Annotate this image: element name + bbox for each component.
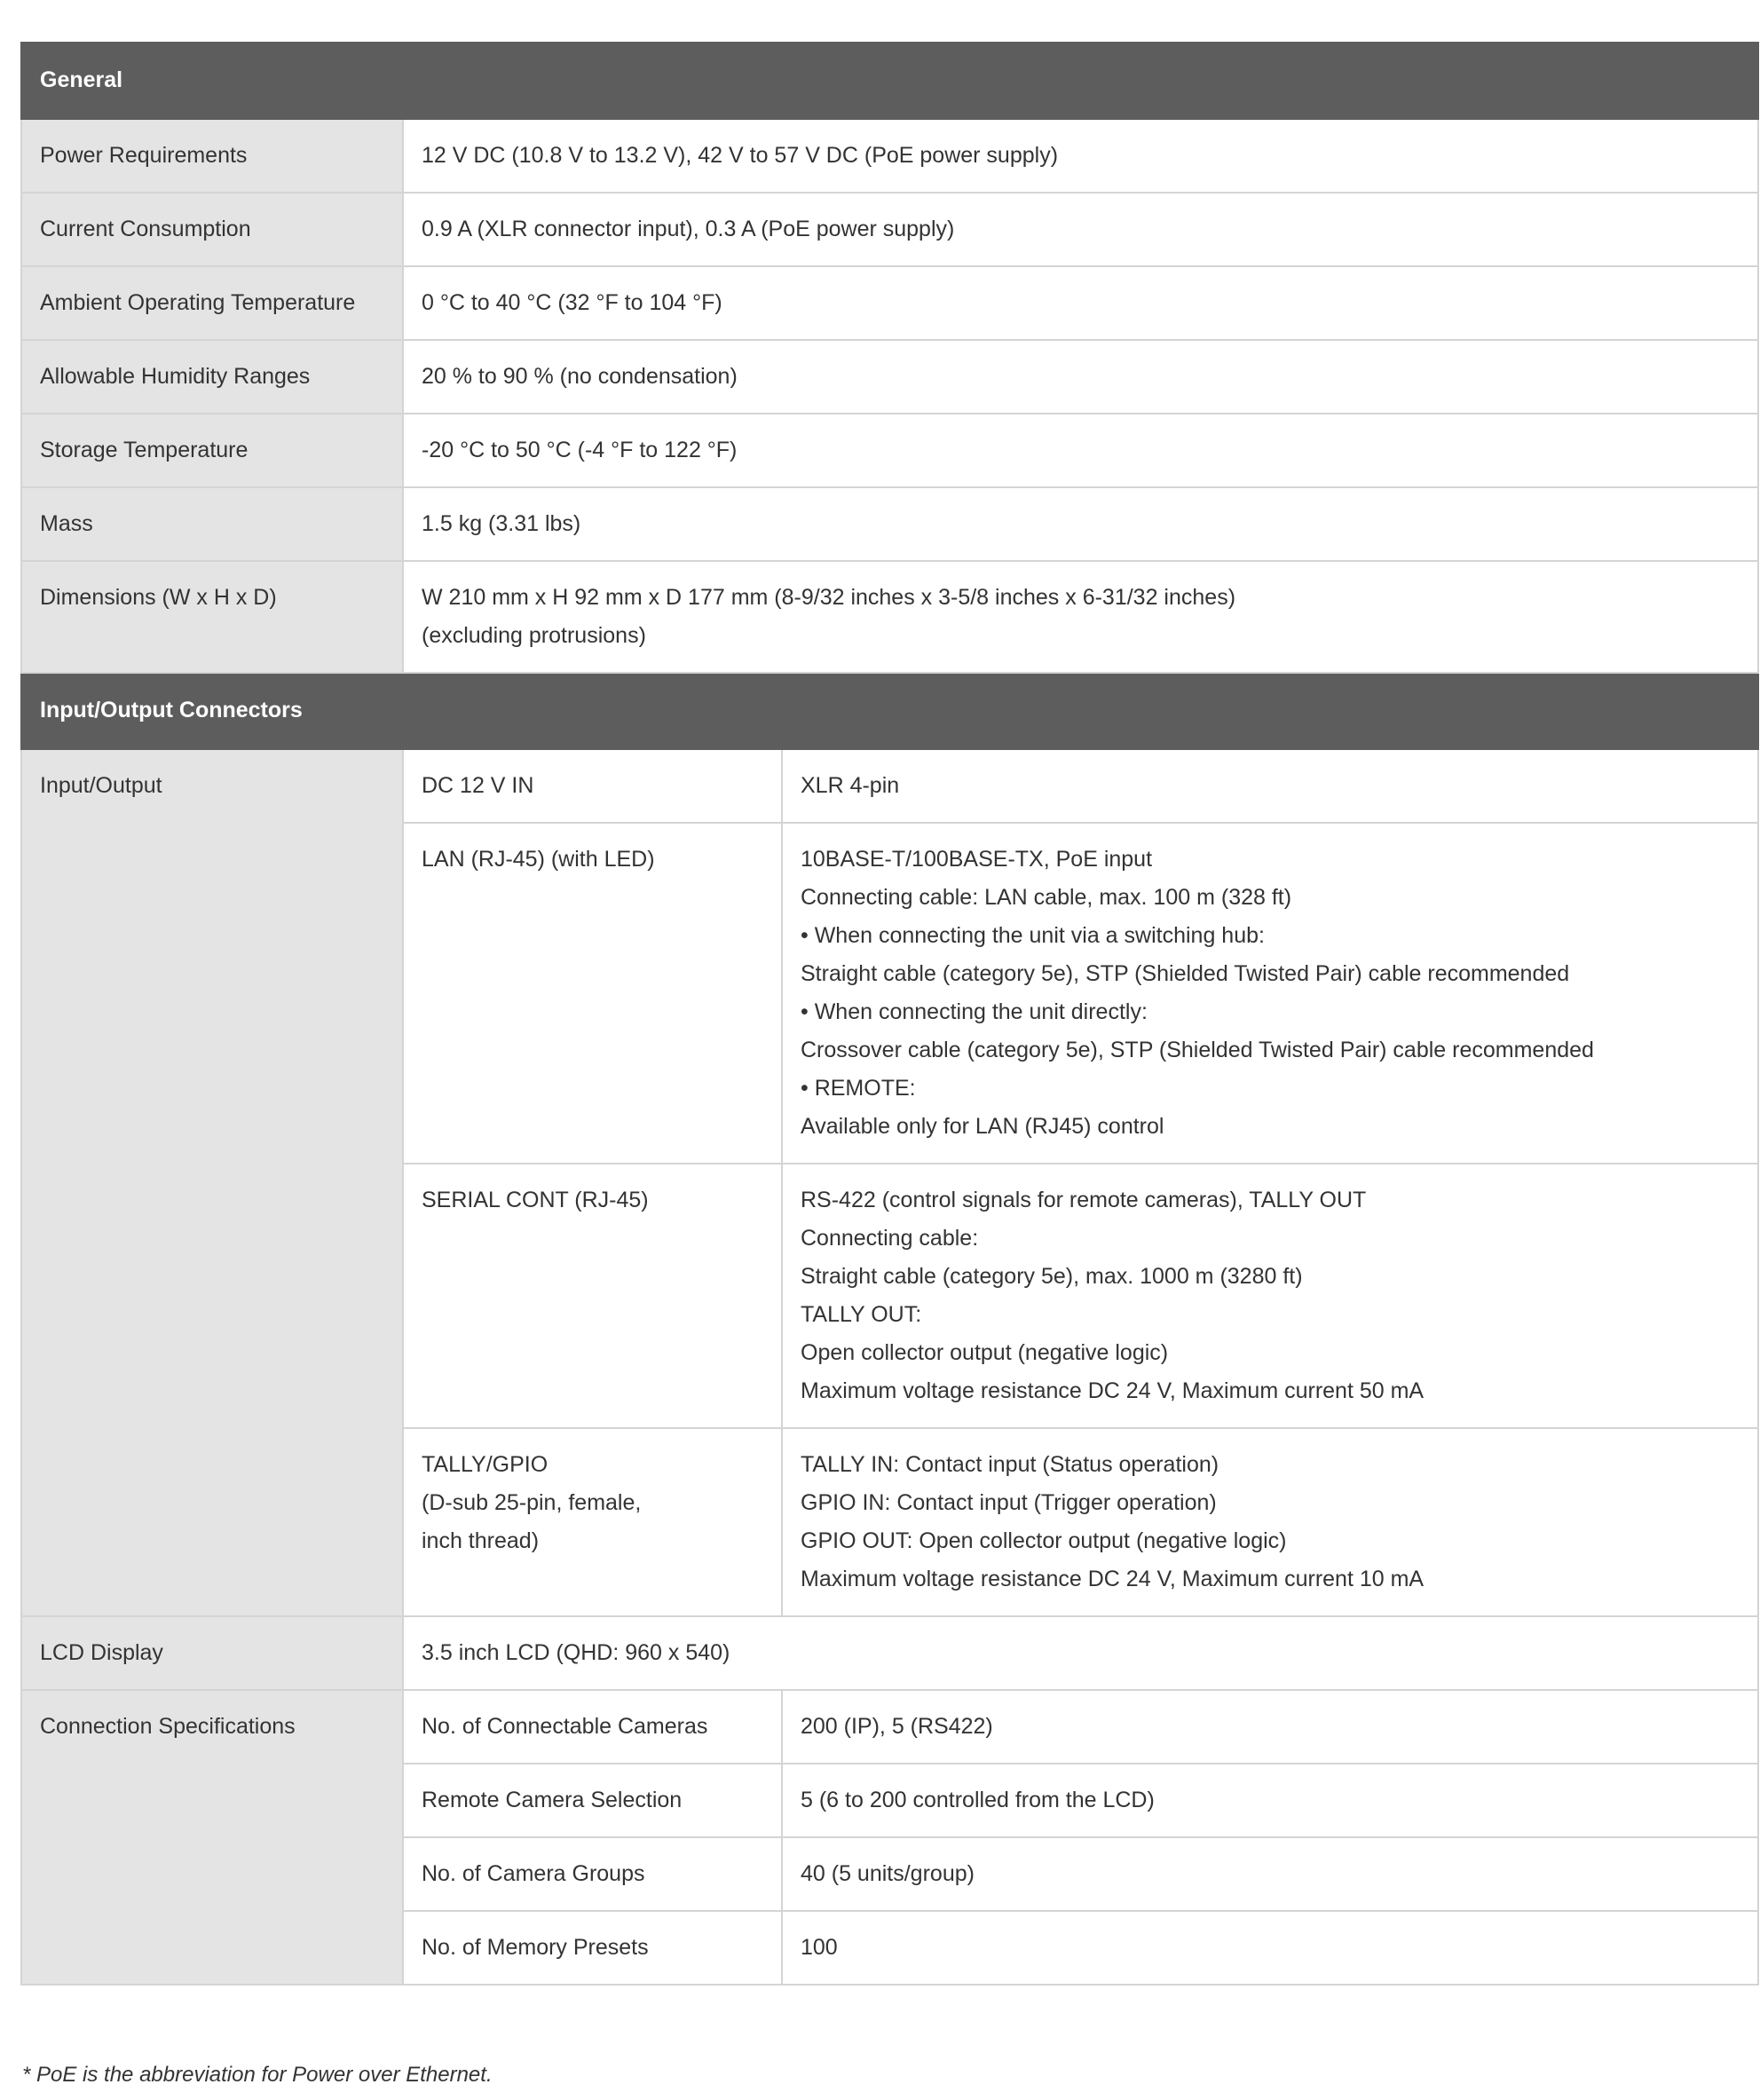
spec-row <box>21 119 1758 193</box>
value-line: Maximum voltage resistance DC 24 V, Maximum current 50 mA <box>801 1378 1425 1403</box>
spec-label: Allowable Humidity Ranges <box>21 340 403 414</box>
spec-table <box>20 42 1759 1986</box>
spec-value: 3.5 inch LCD (QHD: 960 x 540) <box>403 1616 1758 1690</box>
spec-value: 20 % to 90 % (no condensation) <box>403 340 1758 414</box>
spec-value: 0.9 A (XLR connector input), 0.3 A (PoE power supply) <box>403 193 1758 266</box>
value-line: Crossover cable (category 5e), STP (Shielded Twisted Pair) cable recommended <box>801 1038 1594 1062</box>
connector-name <box>403 1428 782 1616</box>
name-line: TALLY/GPIO <box>422 1452 549 1477</box>
value-line: XLR 4-pin <box>801 773 900 798</box>
value-line: W 210 mm x H 92 mm x D 177 mm (8-9/32 inches x 3-5/8 inches x 6-31/32 inches) <box>422 585 1236 610</box>
spec-row <box>21 340 1758 414</box>
spec-label: Storage Temperature <box>21 414 403 487</box>
value-line: • When connecting the unit via a switching hub: <box>801 923 1265 948</box>
section-title: General <box>21 43 1758 119</box>
connector-name <box>403 823 782 1164</box>
connector-value <box>782 1428 1758 1616</box>
name-line: (D-sub 25-pin, female, <box>422 1490 642 1515</box>
spec-row <box>21 1690 1758 1764</box>
spec-row <box>21 266 1758 340</box>
connector-name <box>403 1164 782 1428</box>
spec-label: Current Consumption <box>21 193 403 266</box>
connection-value: 5 (6 to 200 controlled from the LCD) <box>782 1764 1758 1837</box>
connection-name: No. of Connectable Cameras <box>403 1690 782 1764</box>
value-line: Connecting cable: LAN cable, max. 100 m (328 ft) <box>801 885 1292 910</box>
name-line: inch thread) <box>422 1528 540 1553</box>
section-header-io <box>21 673 1758 749</box>
name-line: SERIAL CONT (RJ-45) <box>422 1188 649 1212</box>
connector-value <box>782 749 1758 823</box>
connector-value <box>782 823 1758 1164</box>
value-line: TALLY OUT: <box>801 1302 922 1327</box>
spec-row <box>21 561 1758 673</box>
spec-value <box>403 561 1758 673</box>
spec-row <box>21 193 1758 266</box>
spec-value: 12 V DC (10.8 V to 13.2 V), 42 V to 57 V DC (PoE power supply) <box>403 119 1758 193</box>
spec-row <box>21 414 1758 487</box>
connection-name: No. of Memory Presets <box>403 1911 782 1985</box>
spec-row <box>21 487 1758 561</box>
spec-value: 1.5 kg (3.31 lbs) <box>403 487 1758 561</box>
section-header-general <box>21 43 1758 119</box>
value-line: Straight cable (category 5e), STP (Shielded Twisted Pair) cable recommended <box>801 961 1570 986</box>
spec-label: Ambient Operating Temperature <box>21 266 403 340</box>
value-line: 10BASE-T/100BASE-TX, PoE input <box>801 847 1153 872</box>
value-line: • REMOTE: <box>801 1076 916 1101</box>
spec-label: Power Requirements <box>21 119 403 193</box>
section-title: Input/Output Connectors <box>21 673 1758 749</box>
value-line: RS-422 (control signals for remote cameras), TALLY OUT <box>801 1188 1367 1212</box>
spec-label: Input/Output <box>21 749 403 1616</box>
spec-value: -20 °C to 50 °C (-4 °F to 122 °F) <box>403 414 1758 487</box>
spec-label: LCD Display <box>21 1616 403 1690</box>
spec-row <box>21 749 1758 823</box>
value-line: Maximum voltage resistance DC 24 V, Maximum current 10 mA <box>801 1567 1425 1591</box>
connection-name: No. of Camera Groups <box>403 1837 782 1911</box>
spec-label: Connection Specifications <box>21 1690 403 1985</box>
spec-label: Mass <box>21 487 403 561</box>
connection-value: 100 <box>782 1911 1758 1985</box>
name-line: LAN (RJ-45) (with LED) <box>422 847 655 872</box>
value-line: GPIO IN: Contact input (Trigger operation) <box>801 1490 1217 1515</box>
value-line: • When connecting the unit directly: <box>801 999 1148 1024</box>
connector-name <box>403 749 782 823</box>
value-line: Straight cable (category 5e), max. 1000 m (3280 ft) <box>801 1264 1303 1289</box>
connection-name: Remote Camera Selection <box>403 1764 782 1837</box>
connection-value: 40 (5 units/group) <box>782 1837 1758 1911</box>
value-line: TALLY IN: Contact input (Status operation) <box>801 1452 1219 1477</box>
value-line: Open collector output (negative logic) <box>801 1340 1169 1365</box>
value-line: Connecting cable: <box>801 1226 979 1251</box>
spec-row <box>21 1616 1758 1690</box>
name-line: DC 12 V IN <box>422 773 534 798</box>
spec-value: 0 °C to 40 °C (32 °F to 104 °F) <box>403 266 1758 340</box>
connection-value: 200 (IP), 5 (RS422) <box>782 1690 1758 1764</box>
value-line: GPIO OUT: Open collector output (negative logic) <box>801 1528 1287 1553</box>
spec-label: Dimensions (W x H x D) <box>21 561 403 673</box>
connector-value <box>782 1164 1758 1428</box>
footnote: * PoE is the abbreviation for Power over Ethernet. <box>22 2063 493 2087</box>
value-line: Available only for LAN (RJ45) control <box>801 1114 1164 1139</box>
value-line: (excluding protrusions) <box>422 623 646 648</box>
